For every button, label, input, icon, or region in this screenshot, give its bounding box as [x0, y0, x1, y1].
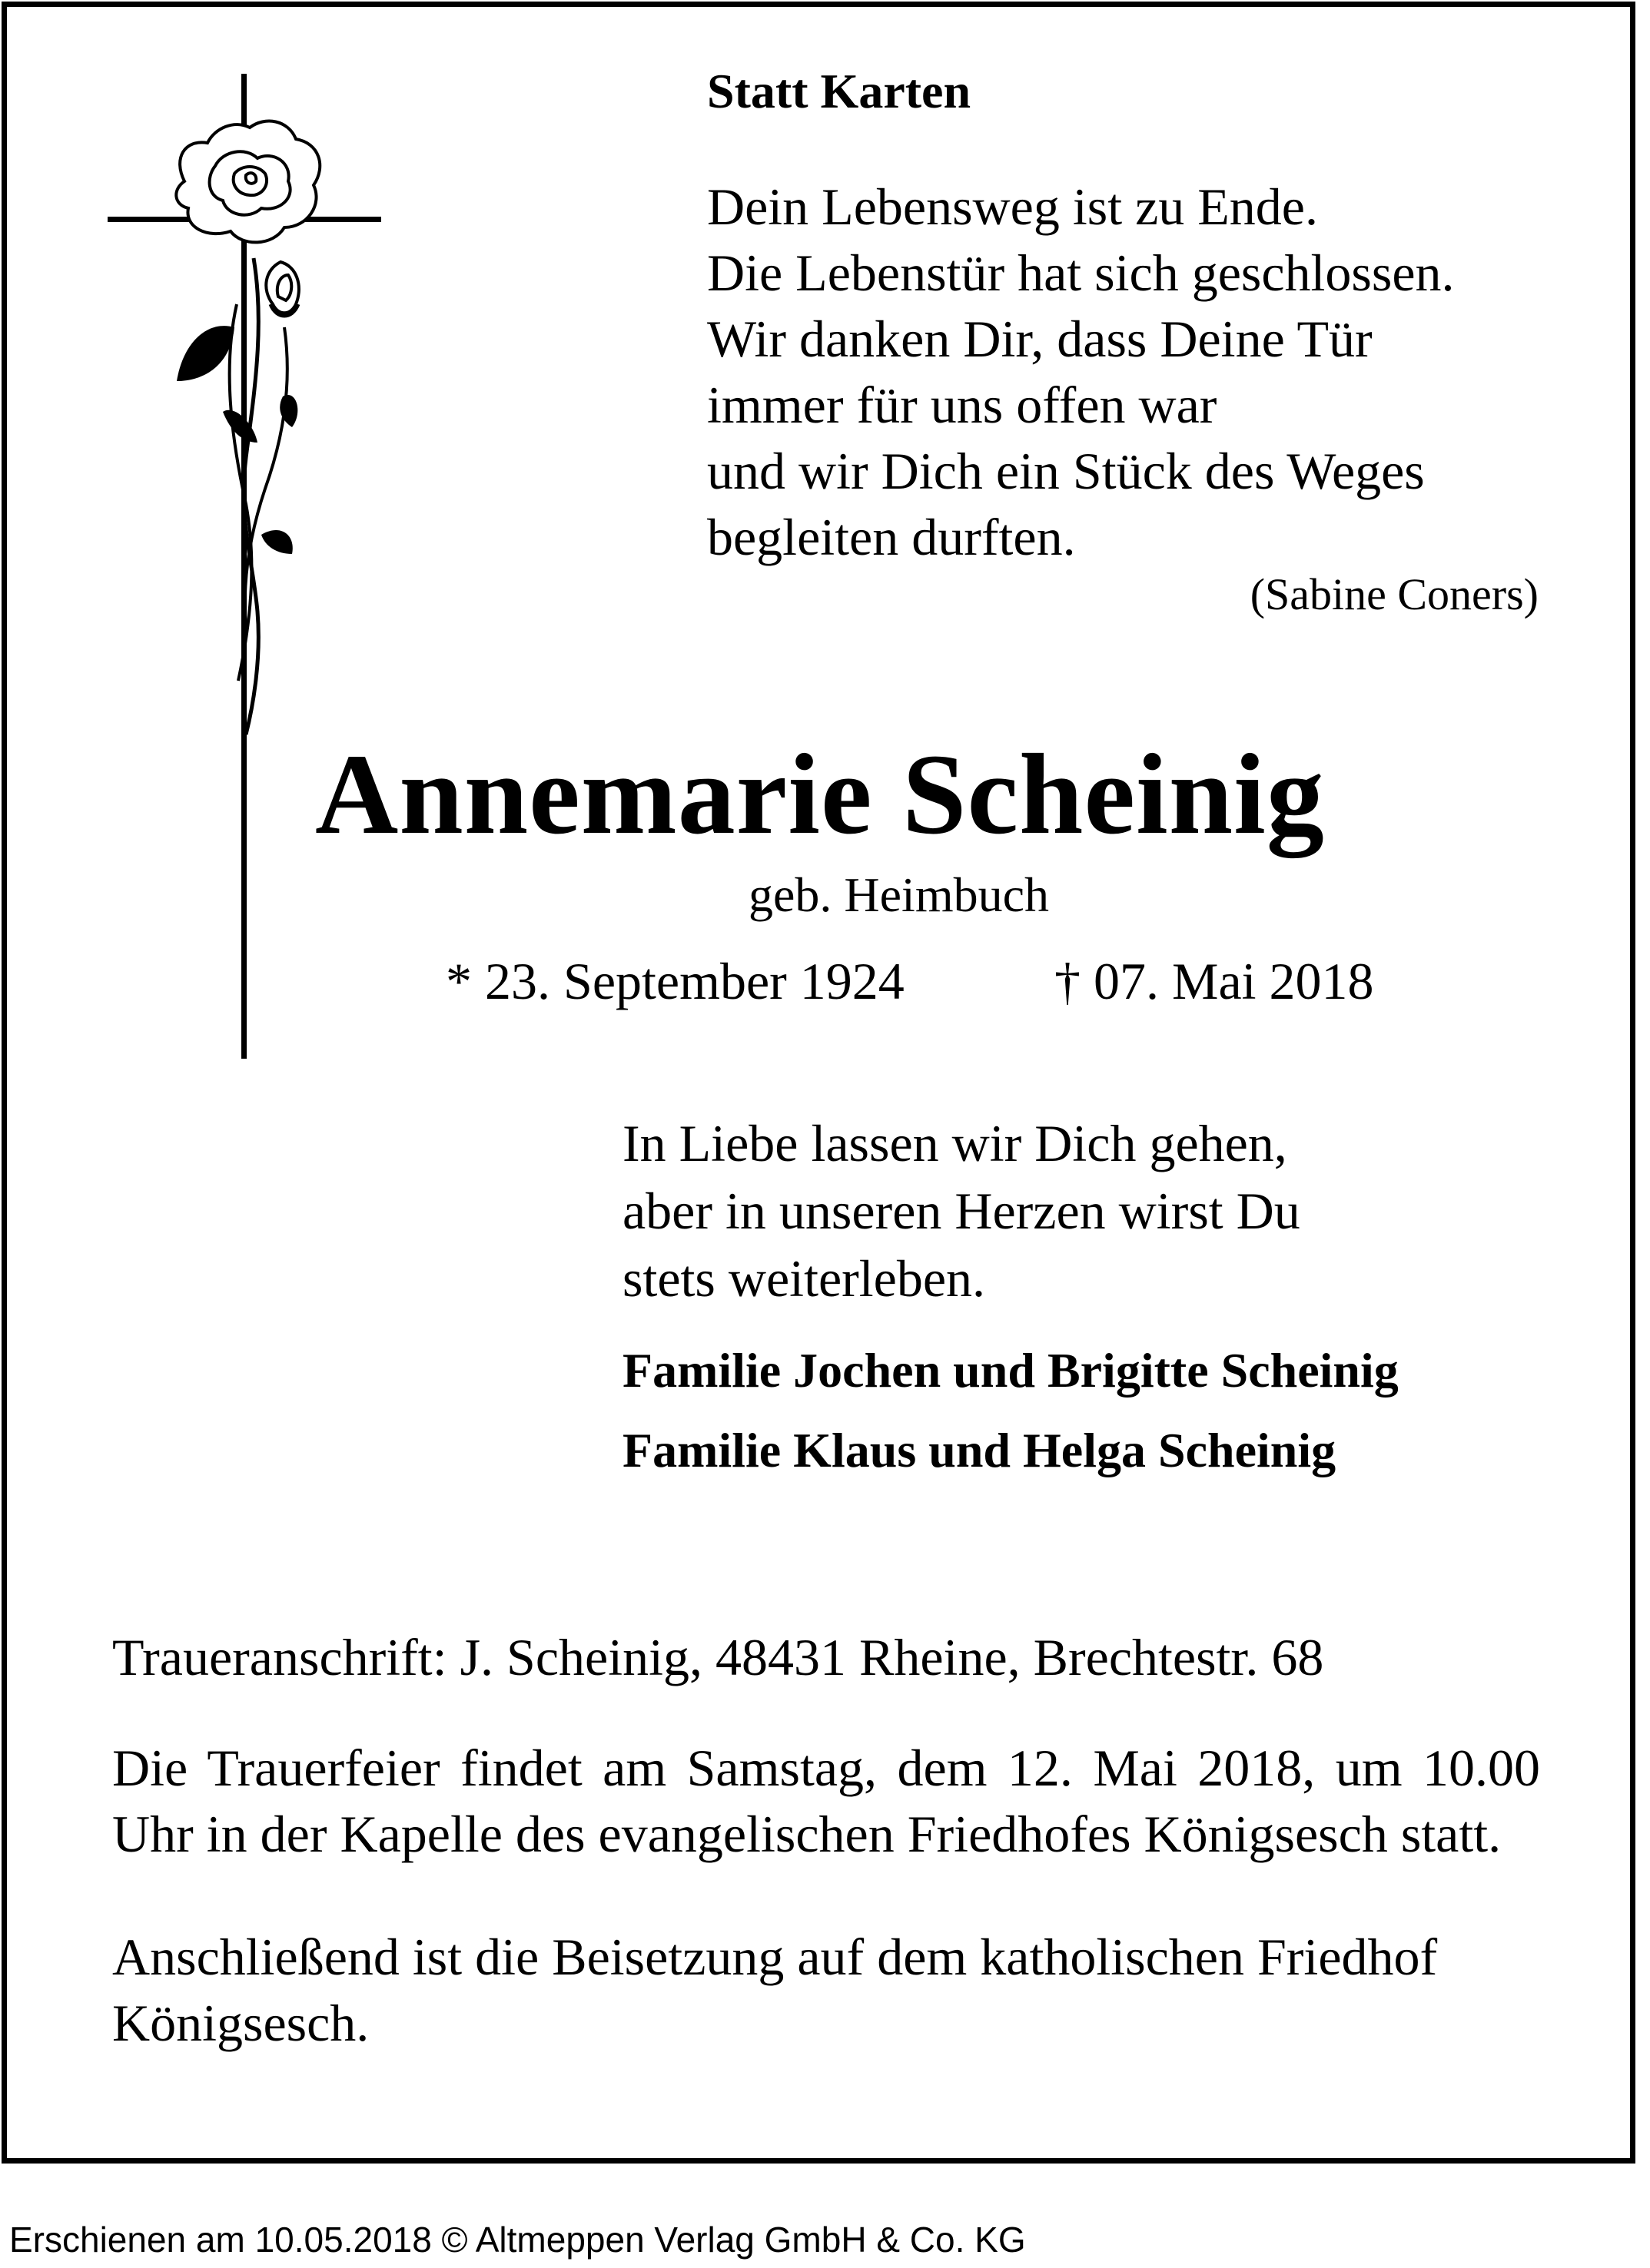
birth-name: geb. Heimbuch: [749, 867, 1049, 922]
publication-footer: Erschienen am 10.05.2018 © Altmeppen Verlag GmbH & Co. KG: [9, 2220, 1026, 2260]
poem-line: begleiten durften.: [707, 508, 1076, 566]
cross-with-rose-icon: [100, 74, 392, 1059]
deceased-name: Annemarie Scheinig: [315, 731, 1325, 858]
poem-line: Dein Lebensweg ist zu Ende.: [707, 177, 1318, 236]
poem-line: Wir danken Dir, dass Deine Tür: [707, 310, 1373, 368]
birth-date: * 23. September 1924: [446, 952, 905, 1010]
header-label: Statt Karten: [707, 64, 971, 118]
poem-line: immer für uns offen war: [707, 376, 1217, 434]
death-date: † 07. Mai 2018: [1054, 952, 1374, 1010]
farewell-line: In Liebe lassen wir Dich gehen,: [622, 1114, 1287, 1172]
poem-line: Die Lebenstür hat sich geschlossen.: [707, 244, 1455, 302]
ceremony-text: Die Trauerfeier findet am Samstag, dem 12. Mai 2018, um 10.00 Uhr in der Kapelle des evangelischen Friedhofes Königsesch statt.: [112, 1739, 1540, 1863]
poem-author: (Sabine Coners): [1250, 569, 1539, 619]
farewell-text: [622, 1109, 1300, 1312]
farewell-line: aber in unseren Herzen wirst Du: [622, 1182, 1300, 1240]
farewell-line: stets weiterleben.: [622, 1249, 986, 1308]
family-name: Familie Jochen und Brigitte Scheinig: [622, 1343, 1399, 1398]
poem-line: und wir Dich ein Stück des Weges: [707, 442, 1425, 500]
burial-text: Anschließend ist die Beisetzung auf dem katholischen Friedhof Königsesch.: [112, 1928, 1438, 2052]
family-name: Familie Klaus und Helga Scheinig: [622, 1423, 1336, 1477]
mourning-address: Traueranschrift: J. Scheinig, 48431 Rheine, Brechtestr. 68: [112, 1628, 1324, 1686]
mourning-families: [622, 1331, 1399, 1490]
memorial-poem: [707, 174, 1455, 570]
